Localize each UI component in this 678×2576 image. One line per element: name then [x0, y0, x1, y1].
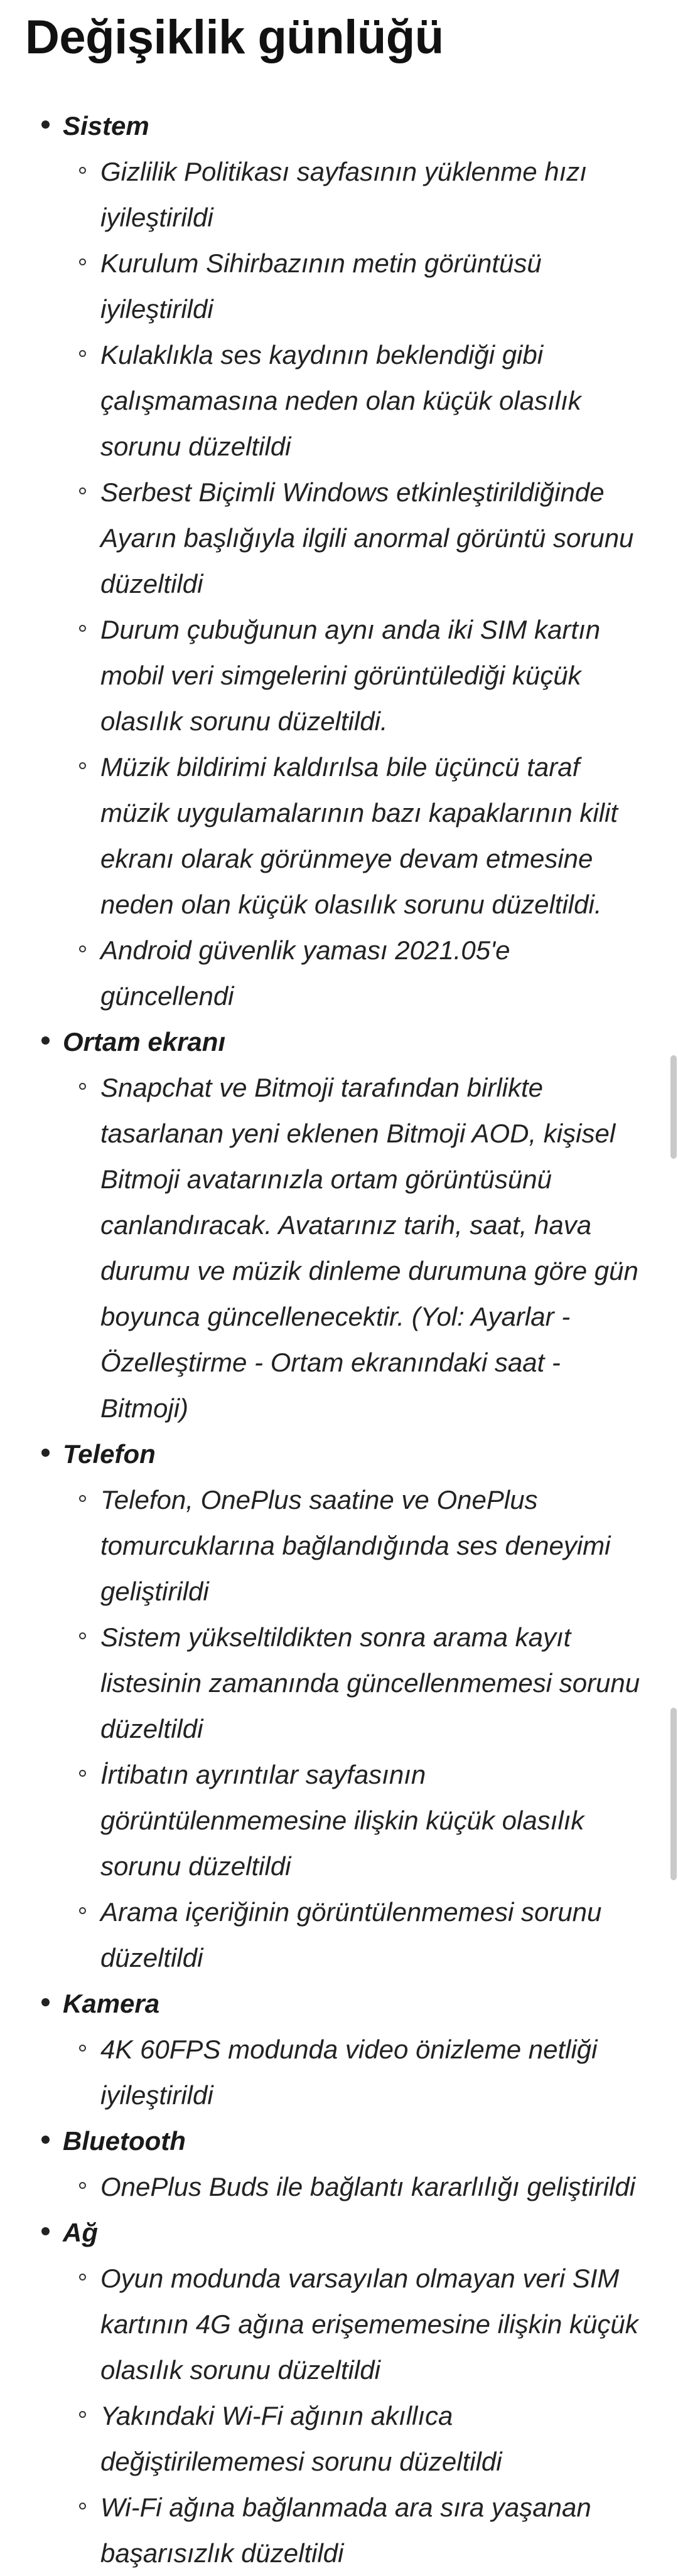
section-bluetooth — [0, 2118, 678, 2210]
list-item: Snapchat ve Bitmoji tarafından birlikte tasarlanan yeni eklenen Bitmoji AOD, kişisel Bitmoji avatarınızla ortam görüntüsünü canlandıracak. Avatarınız tarih, saat, hava durumu ve müzik dinleme durumuna göre gün boyunca güncellenecektir. (Yol: Ayarlar - Özelleştirme - Ortam ekranındaki saat - Bitmoji) — [63, 1065, 653, 1431]
scrollbar-thumb-secondary[interactable] — [670, 1708, 677, 1880]
page-title: Değişiklik günlüğü — [25, 11, 444, 64]
list-item: Kurulum Sihirbazının metin görüntüsü iyileştirildi — [63, 240, 653, 332]
section-title: Ağ — [63, 2218, 98, 2247]
section-items — [63, 149, 653, 1019]
section-ag — [0, 2210, 678, 2576]
list-item: 4K 60FPS modunda video önizleme netliği iyileştirildi — [63, 2026, 653, 2118]
section-ortam-ekrani — [0, 1019, 678, 1431]
section-kamera — [0, 1981, 678, 2118]
section-title: Sistem — [63, 111, 149, 141]
list-item: Müzik bildirimi kaldırılsa bile üçüncü taraf müzik uygulamalarının bazı kapaklarının kilit ekranı olarak görünmeye devam etmesine neden olan küçük olasılık sorunu düzeltildi. — [63, 744, 653, 927]
list-item: Gizlilik Politikası sayfasının yüklenme hızı iyileştirildi — [63, 149, 653, 240]
section-items — [63, 2026, 653, 2118]
list-item: İrtibatın ayrıntılar sayfasının görüntülenmemesine ilişkin küçük olasılık sorunu düzeltildi — [63, 1752, 653, 1889]
list-item: Oyun modunda varsayılan olmayan veri SIM kartının 4G ağına erişememesine ilişkin küçük olasılık sorunu düzeltildi — [63, 2255, 653, 2393]
list-item: Yakındaki Wi-Fi ağının akıllıca değiştirilememesi sorunu düzeltildi — [63, 2393, 653, 2484]
list-item: Durum çubuğunun aynı anda iki SIM kartın mobil veri simgelerini görüntülediği küçük olasılık sorunu düzeltildi. — [63, 607, 653, 744]
list-item: Serbest Biçimli Windows etkinleştirildiğinde Ayarın başlığıyla ilgili anormal görüntü sorunu düzeltildi — [63, 469, 653, 607]
list-item: OnePlus Buds ile bağlantı kararlılığı geliştirildi — [63, 2164, 653, 2210]
section-sistem — [0, 103, 678, 1019]
section-title: Telefon — [63, 1439, 156, 1469]
list-item: Kulaklıkla ses kaydının beklendiği gibi çalışmamasına neden olan küçük olasılık sorunu düzeltildi — [63, 332, 653, 469]
section-items — [63, 1065, 653, 1431]
list-item: Sistem yükseltildikten sonra arama kayıt listesinin zamanında güncellenmemesi sorunu düzeltildi — [63, 1614, 653, 1752]
list-item: Android güvenlik yaması 2021.05'e güncellendi — [63, 927, 653, 1019]
list-item: Arama içeriğinin görüntülenmemesi sorunu düzeltildi — [63, 1889, 653, 1981]
scrollbar-thumb[interactable] — [670, 1055, 677, 1159]
changelog-sections — [0, 103, 678, 2576]
list-item: Wi-Fi ağına bağlanmada ara sıra yaşanan başarısızlık düzeltildi — [63, 2484, 653, 2576]
section-title: Bluetooth — [63, 2126, 186, 2156]
section-items — [63, 1477, 653, 1981]
section-title: Kamera — [63, 1989, 160, 2018]
section-telefon — [0, 1431, 678, 1981]
section-title: Ortam ekranı — [63, 1027, 226, 1056]
section-items — [63, 2164, 653, 2210]
list-item: Telefon, OnePlus saatine ve OnePlus tomurcuklarına bağlandığında ses deneyimi geliştirildi — [63, 1477, 653, 1614]
section-items — [63, 2255, 653, 2576]
